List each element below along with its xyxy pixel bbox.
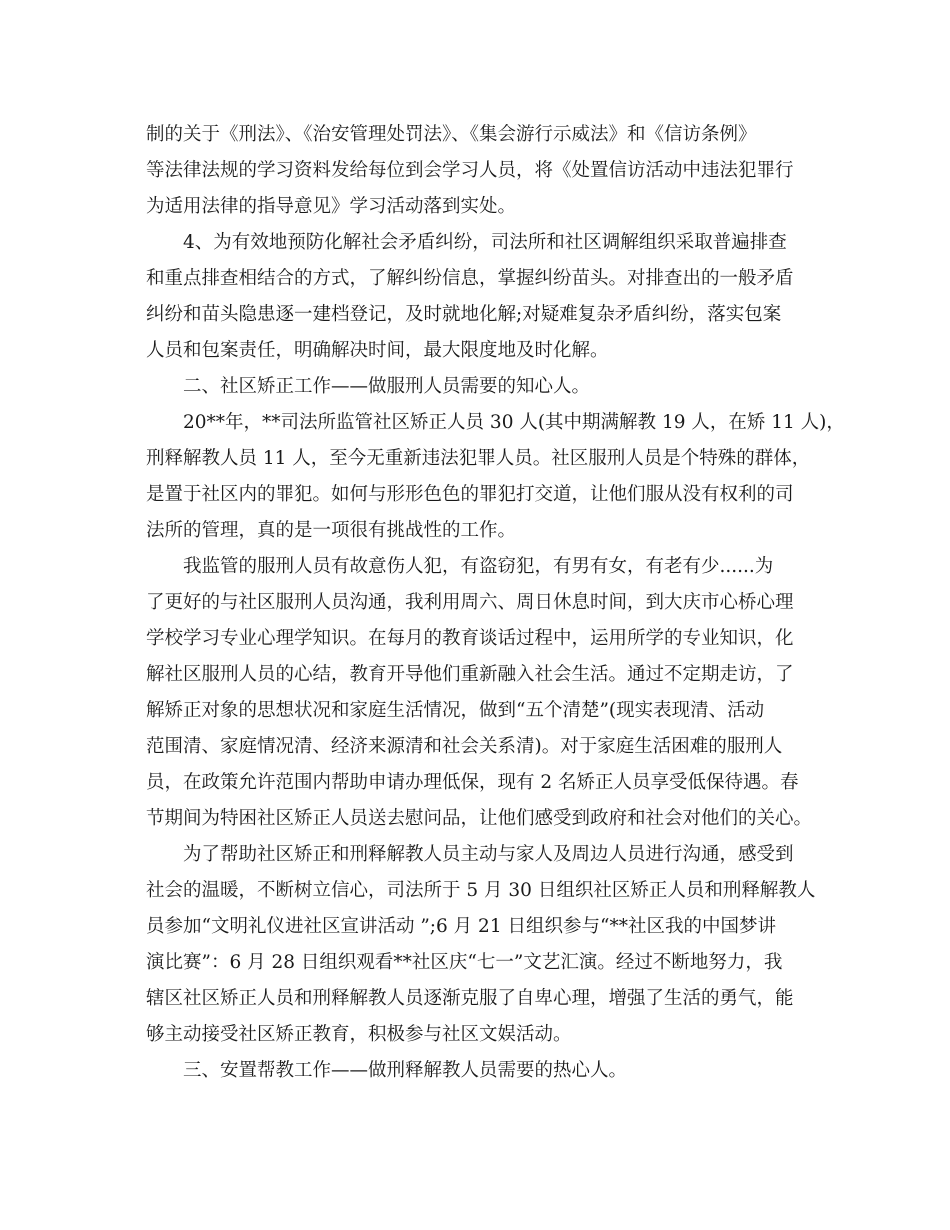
text-line: 是置于社区内的罪犯。如何与形形色色的罪犯打交道，让他们服从没有权利的司 [146, 484, 794, 505]
document-body [146, 117, 845, 1089]
text-line: 等法律法规的学习资料发给每位到会学习人员，将《处置信访活动中违法犯罪行 [146, 160, 794, 181]
text-line: 够主动接受社区矫正教育，积极参与社区文娱活动。 [146, 1024, 572, 1045]
text-line: 员参加“文明礼仪进社区宣讲活动 ”;6 月 21 日组织参与“**社区我的中国梦讲 [146, 916, 776, 937]
text-line: 为了帮助社区矫正和刑释解教人员主动与家人及周边人员进行沟通，感受到 [183, 844, 794, 865]
text-line: 解矫正对象的思想状况和家庭生活情况，做到“五个清楚”(现实表现清、活动 [146, 700, 765, 721]
text-line: 为适用法律的指导意见》学习活动落到实处。 [146, 196, 517, 217]
text-line: 学校学习专业心理学知识。在每月的教育谈话过程中，运用所学的专业知识，化 [146, 628, 794, 649]
text-line: 我监管的服刑人员有故意伤人犯，有盗窃犯，有男有女，有老有少......为 [183, 556, 774, 577]
text-line: 社会的温暖，不断树立信心，司法所于 5 月 30 日组织社区矫正人员和刑释解教人 [146, 880, 816, 901]
text-line: 三、安置帮教工作——做刑释解教人员需要的热心人。 [183, 1060, 628, 1081]
text-line: 辖区社区矫正人员和刑释解教人员逐渐克服了自卑心理，增强了生活的勇气，能 [146, 988, 794, 1009]
text-line: 员，在政策允许范围内帮助申请办理低保，现有 2 名矫正人员享受低保待遇。春 [146, 772, 799, 793]
text-line: 人员和包案责任，明确解决时间，最大限度地及时化解。 [146, 340, 609, 361]
text-line: 刑释解教人员 11 人，至今无重新违法犯罪人员。社区服刑人员是个特殊的群体， [146, 448, 811, 469]
text-line: 解社区服刑人员的心结，教育开导他们重新融入社会生活。通过不定期走访，了 [146, 664, 794, 685]
text-line: 演比赛”：6 月 28 日组织观看**社区庆“七一”文艺汇演。经过不断地努力，我 [146, 952, 783, 973]
text-line: 和重点排查相结合的方式，了解纠纷信息，掌握纠纷苗头。对排查出的一般矛盾 [146, 268, 794, 289]
text-line: 制的关于《刑法》、《治安管理处罚法》、《集会游行示威法》和《信访条例》 [146, 124, 757, 145]
text-line: 法所的管理，真的是一项很有挑战性的工作。 [146, 520, 517, 541]
text-line: 纠纷和苗头隐患逐一建档登记，及时就地化解;对疑难复杂矛盾纠纷，落实包案 [146, 304, 782, 325]
text-line: 节期间为特困社区矫正人员送去慰问品，让他们感受到政府和社会对他们的关心。 [146, 808, 813, 829]
text-line: 范围清、家庭情况清、经济来源清和社会关系清)。对于家庭生活困难的服刑人 [146, 736, 783, 757]
text-line: 20**年，**司法所监管社区矫正人员 30 人(其中期满解教 19 人，在矫 11 人)， [183, 412, 845, 433]
text-line: 二、社区矫正工作——做服刑人员需要的知心人。 [183, 376, 591, 397]
text-line: 了更好的与社区服刑人员沟通，我利用周六、周日休息时间，到大庆市心桥心理 [146, 592, 794, 613]
text-line: 4、为有效地预防化解社会矛盾纠纷，司法所和社区调解组织采取普遍排查 [183, 232, 787, 253]
